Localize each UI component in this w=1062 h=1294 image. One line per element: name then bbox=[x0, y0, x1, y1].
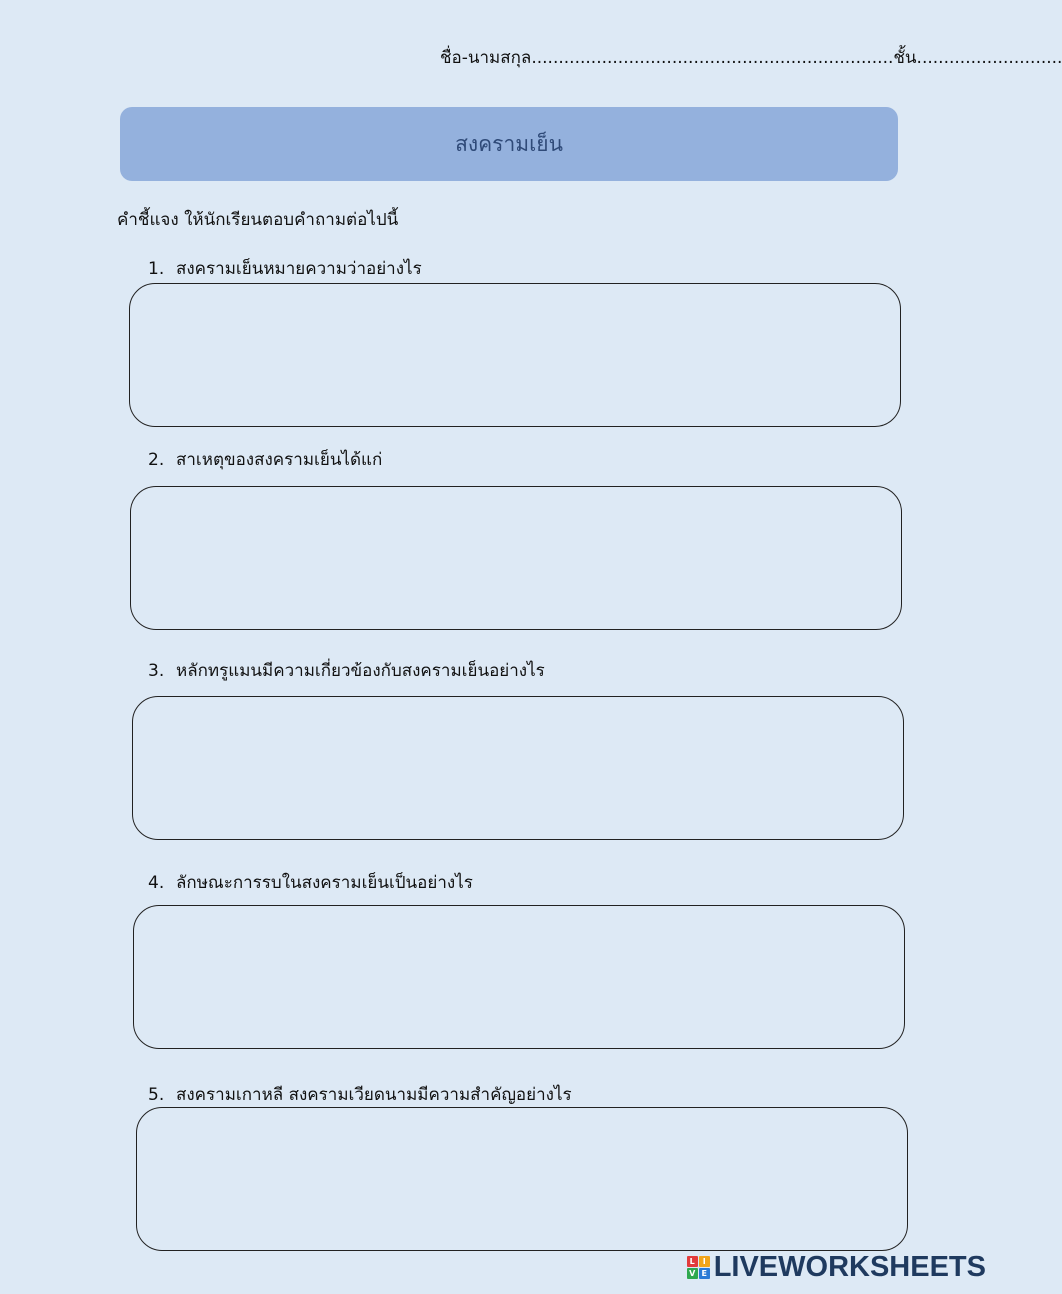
question-text: หลักทรูแมนมีความเกี่ยวข้องกับสงครามเย็นอย่างไร bbox=[176, 661, 545, 681]
logo-letter-l: L bbox=[687, 1256, 698, 1267]
question-5 bbox=[148, 1081, 572, 1108]
question-text: สงครามเย็นหมายความว่าอย่างไร bbox=[176, 259, 422, 279]
question-3 bbox=[148, 657, 545, 684]
question-number: 4. bbox=[148, 873, 165, 893]
question-2 bbox=[148, 446, 382, 473]
logo-letter-v: V bbox=[687, 1268, 698, 1279]
page-title: สงครามเย็น bbox=[455, 131, 563, 156]
name-class-field: ชื่อ-นามสกุล...................................................................ชั้น........................... bbox=[440, 48, 1062, 68]
question-text: ลักษณะการรบในสงครามเย็นเป็นอย่างไร bbox=[176, 873, 473, 893]
question-number: 1. bbox=[148, 259, 165, 279]
instructions: คำชี้แจง ให้นักเรียนตอบคำถามต่อไปนี้ bbox=[117, 210, 399, 230]
title-banner bbox=[120, 107, 898, 181]
question-1 bbox=[148, 255, 422, 282]
liveworksheets-logo-icon bbox=[687, 1256, 710, 1279]
logo-letter-i: I bbox=[699, 1256, 710, 1267]
answer-box-2[interactable] bbox=[130, 486, 902, 630]
liveworksheets-brand bbox=[687, 1251, 986, 1284]
question-4 bbox=[148, 869, 473, 896]
question-number: 5. bbox=[148, 1085, 165, 1105]
answer-box-4[interactable] bbox=[133, 905, 905, 1049]
question-text: สงครามเกาหลี สงครามเวียดนามมีความสำคัญอย่างไร bbox=[176, 1085, 572, 1105]
question-number: 3. bbox=[148, 661, 165, 681]
question-number: 2. bbox=[148, 450, 165, 470]
question-text: สาเหตุของสงครามเย็นได้แก่ bbox=[176, 450, 383, 470]
brand-name: LIVEWORKSHEETS bbox=[713, 1251, 986, 1283]
logo-letter-e: E bbox=[699, 1268, 710, 1279]
answer-box-5[interactable] bbox=[136, 1107, 908, 1251]
answer-box-3[interactable] bbox=[132, 696, 904, 840]
answer-box-1[interactable] bbox=[129, 283, 901, 427]
